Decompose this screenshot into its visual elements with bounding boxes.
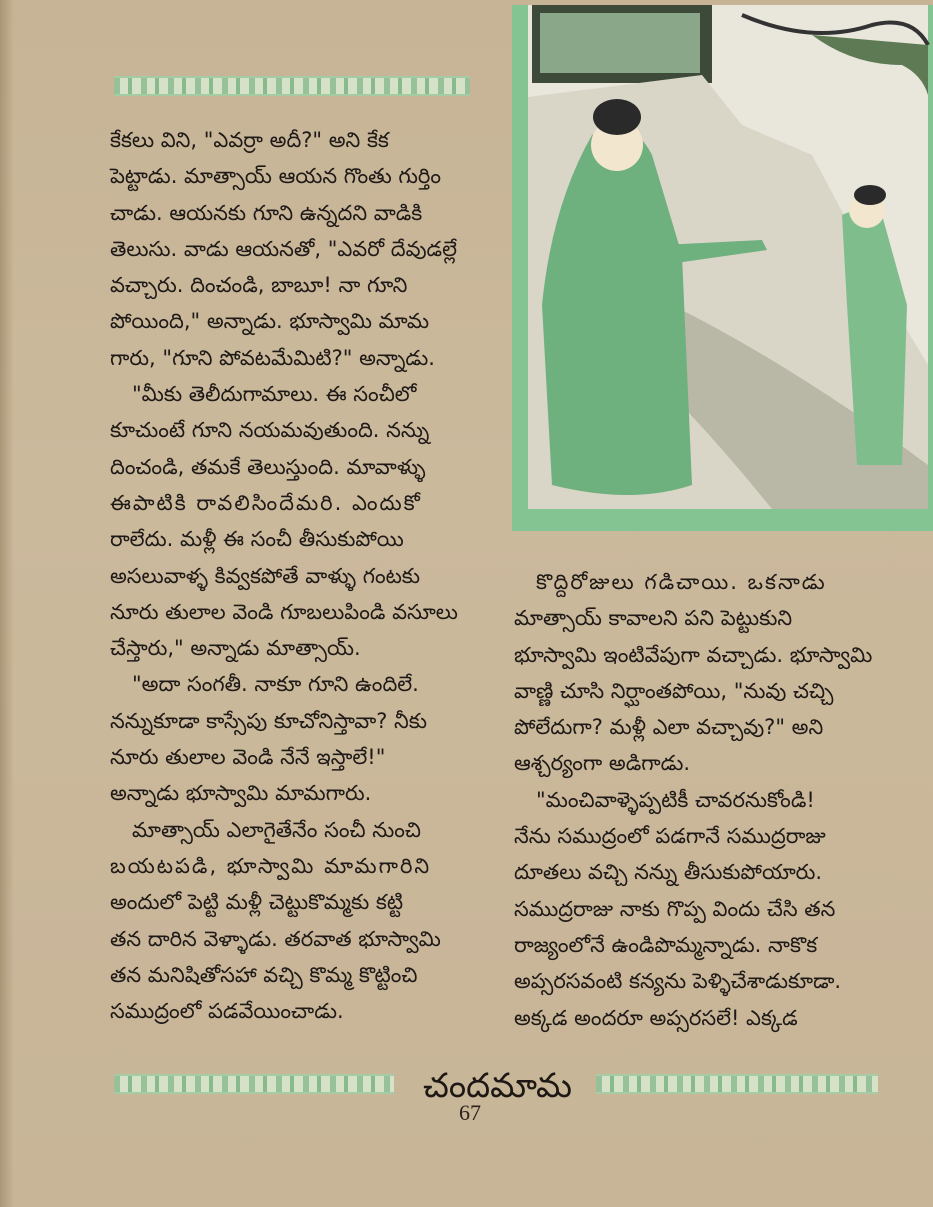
left-line: ఈపాటికి రావలిసిందేమరి. ఎందుకో: [110, 490, 422, 515]
left-text-column: [110, 122, 502, 1029]
right-line: అక్కడ అందరూ అప్సరసలే! ఎక్కడ: [514, 1005, 798, 1030]
right-line: నేను సముద్రంలో పడగానే సముద్రరాజు: [514, 824, 826, 849]
left-line: పెట్టాడు. మాత్సాయ్ ఆయన గొంతు గుర్తిం: [110, 164, 442, 189]
left-line: కూచుంటే గూని నయమవుతుంది. నన్ను: [110, 418, 430, 443]
right-line: అప్సరసవంటి కన్యను పెళ్ళిచేశాడుకూడా.: [514, 969, 842, 994]
left-line: తెలుసు. వాడు ఆయనతో, "ఎవరో దేవుడల్లే: [110, 236, 457, 261]
left-line: అసలువాళ్ళ కివ్వకపోతే వాళ్ళు గంటకు: [110, 563, 421, 588]
left-line: "అదా సంగతీ. నాకూ గూని ఉందిలే.: [132, 672, 419, 697]
left-line: చాడు. ఆయనకు గూని ఉన్నదని వాడికి: [110, 200, 423, 225]
left-line: వచ్చారు. దించండి, బాబూ! నా గూని: [110, 273, 408, 298]
left-line: తన మనిషితోసహా వచ్చి కొమ్మ కొట్టించి: [110, 962, 418, 987]
left-line: పోయింది," అన్నాడు. భూస్వామి మామ: [110, 309, 430, 334]
left-line: బయటపడి, భూస్వామి మామగారిని: [110, 853, 432, 878]
right-line: మాత్సాయ్ కావాలని పని పెట్టుకుని: [514, 606, 793, 631]
right-line: పోలేదుగా? మళ్లీ ఎలా వచ్చావు?" అని: [514, 715, 824, 740]
right-line: వాణ్ణి చూసి నిర్ఘాంతపోయి, "నువు చచ్చి: [514, 678, 834, 703]
right-text-column: [514, 564, 918, 1036]
bottom-ornament-right: [596, 1074, 878, 1094]
left-line: అన్నాడు భూస్వామి మామగారు.: [110, 781, 372, 806]
left-line: మాత్సాయ్ ఎలాగైతేనేం సంచీ నుంచి: [132, 817, 421, 842]
right-line: దూతలు వచ్చి నన్ను తీసుకుపోయారు.: [514, 860, 823, 885]
right-line: భూస్వామి ఇంటివేపుగా వచ్చాడు. భూస్వామి: [514, 642, 873, 667]
illustration-drawing: [512, 5, 933, 531]
woman-hair: [593, 99, 641, 135]
story-illustration: [512, 5, 933, 531]
left-line: తన దారిన వెళ్ళాడు. తరవాత భూస్వామి: [110, 926, 441, 951]
right-line: ఆశ్చర్యంగా అడిగాడు.: [514, 751, 691, 776]
pavilion-wall: [540, 13, 700, 73]
left-line: గారు, "గూని పోవటమేమిటి?" అన్నాడు.: [110, 345, 435, 370]
left-line: చేస్తారు," అన్నాడు మాత్సాయ్.: [110, 636, 361, 661]
top-ornament-border: [114, 76, 470, 96]
left-line: దించండి, తమకే తెలుస్తుంది. మావాళ్ళు: [110, 454, 426, 479]
magazine-title: చందమామ: [423, 1066, 572, 1106]
right-line: కొద్దిరోజులు గడిచాయి. ఒకనాడు: [536, 570, 827, 594]
left-line: నన్నుకూడా కాస్సేపు కూచోనిస్తావా? నీకు: [110, 708, 428, 733]
left-line: నూరు తులాల వెండి గూబలుపిండి వసూలు: [110, 599, 458, 624]
right-line: రాజ్యంలోనే ఉండిపొమ్మన్నాడు. నాకొక: [514, 932, 818, 957]
man-hair: [854, 185, 886, 205]
right-line: సముద్రరాజు నాకు గొప్ప విందు చేసి తన: [514, 896, 836, 921]
left-line: సముద్రంలో పడవేయించాడు.: [110, 999, 344, 1024]
page-number: 67: [459, 1100, 481, 1125]
bottom-ornament-left: [114, 1074, 394, 1094]
right-line: "మంచివాళ్ళెప్పటికీ చావరనుకోండి!: [536, 787, 815, 812]
left-line: నూరు తులాల వెండి నేనే ఇస్తాలే!": [110, 745, 386, 770]
left-line: అందులో పెట్టి మళ్లీ చెట్టుకొమ్మకు కట్టి: [110, 890, 404, 915]
left-line: కేకలు విని, "ఎవర్రా అదీ?" అని కేక: [110, 128, 389, 152]
left-line: "మీకు తెలీదుగామాలు. ఈ సంచీలో: [132, 382, 417, 407]
left-line: రాలేదు. మళ్లీ ఈ సంచీ తీసుకుపోయి: [110, 527, 404, 552]
